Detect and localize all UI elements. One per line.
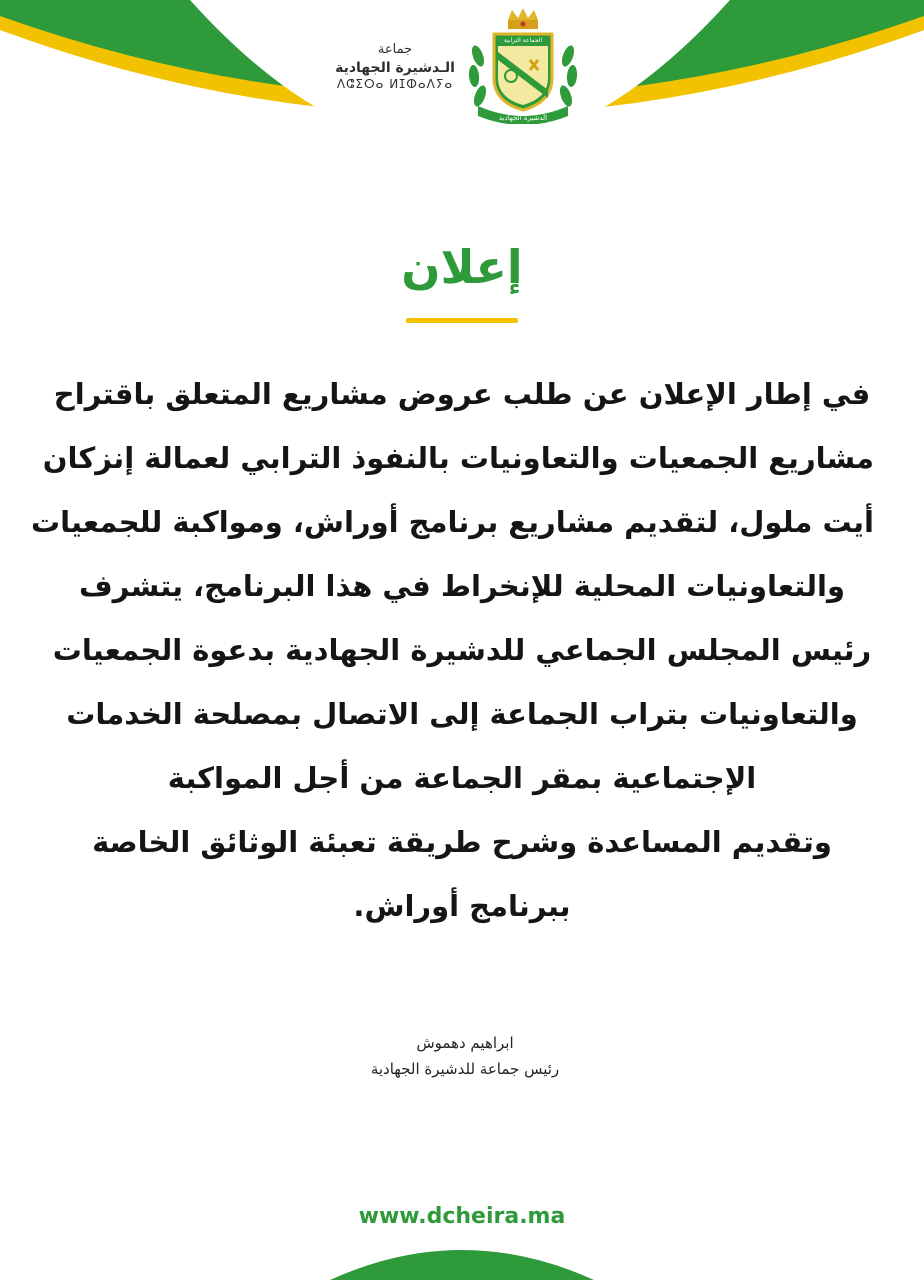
crown-icon <box>508 8 538 29</box>
commune-name-tifinagh: ⴷⵛⵉⵔⴰ ⵍⵊⵀⴰⴷⵢⴰ <box>336 77 454 92</box>
body-line: مشاريع الجمعيات والتعاونيات بالنفوذ الترابي لعمالة إنزكان <box>42 441 874 475</box>
title-underline <box>406 318 518 323</box>
announcement-title: إعلان <box>401 240 523 294</box>
website-link[interactable]: www.dcheira.ma <box>358 1204 566 1229</box>
commune-name: الـدشيرة الجهادية <box>335 59 455 76</box>
body-line: وتقديم المساعدة وشرح طريقة تعبئة الوثائق الخاصة <box>92 825 832 859</box>
commune-label: جماعة <box>377 42 413 57</box>
body-line: أيت ملول، لتقديم مشاريع برنامج أوراش، ومواكبة للجمعيات <box>31 505 874 539</box>
body-line: والتعاونيات المحلية للإنخراط في هذا البرنامج، يتشرف <box>79 569 845 603</box>
svg-text:الدشيرة الجهادية: الدشيرة الجهادية <box>498 114 548 122</box>
signatory-name: ابراهيم دهموش <box>416 1034 514 1052</box>
commune-name-block <box>330 42 460 93</box>
body-line: ببرنامج أوراش. <box>353 889 571 923</box>
svg-text:الجماعة الترابية: الجماعة الترابية <box>503 37 543 44</box>
footer-decoration <box>0 1240 924 1280</box>
body-line: الإجتماعية بمقر الجماعة من أجل المواكبة <box>167 761 757 795</box>
signatory-role: رئيس جماعة للدشيرة الجهادية <box>370 1060 560 1078</box>
body-line: رئيس المجلس الجماعي للدشيرة الجهادية بدعوة الجمعيات <box>52 633 872 667</box>
signature-block <box>300 1030 630 1082</box>
body-line: والتعاونيات بتراب الجماعة إلى الاتصال بمصلحة الخدمات <box>66 697 858 731</box>
header-decoration <box>0 0 924 170</box>
body-line: في إطار الإعلان عن طلب عروض مشاريع المتعلق باقتراح <box>53 377 871 411</box>
announcement-body <box>31 362 874 938</box>
commune-emblem-logo <box>464 6 582 124</box>
